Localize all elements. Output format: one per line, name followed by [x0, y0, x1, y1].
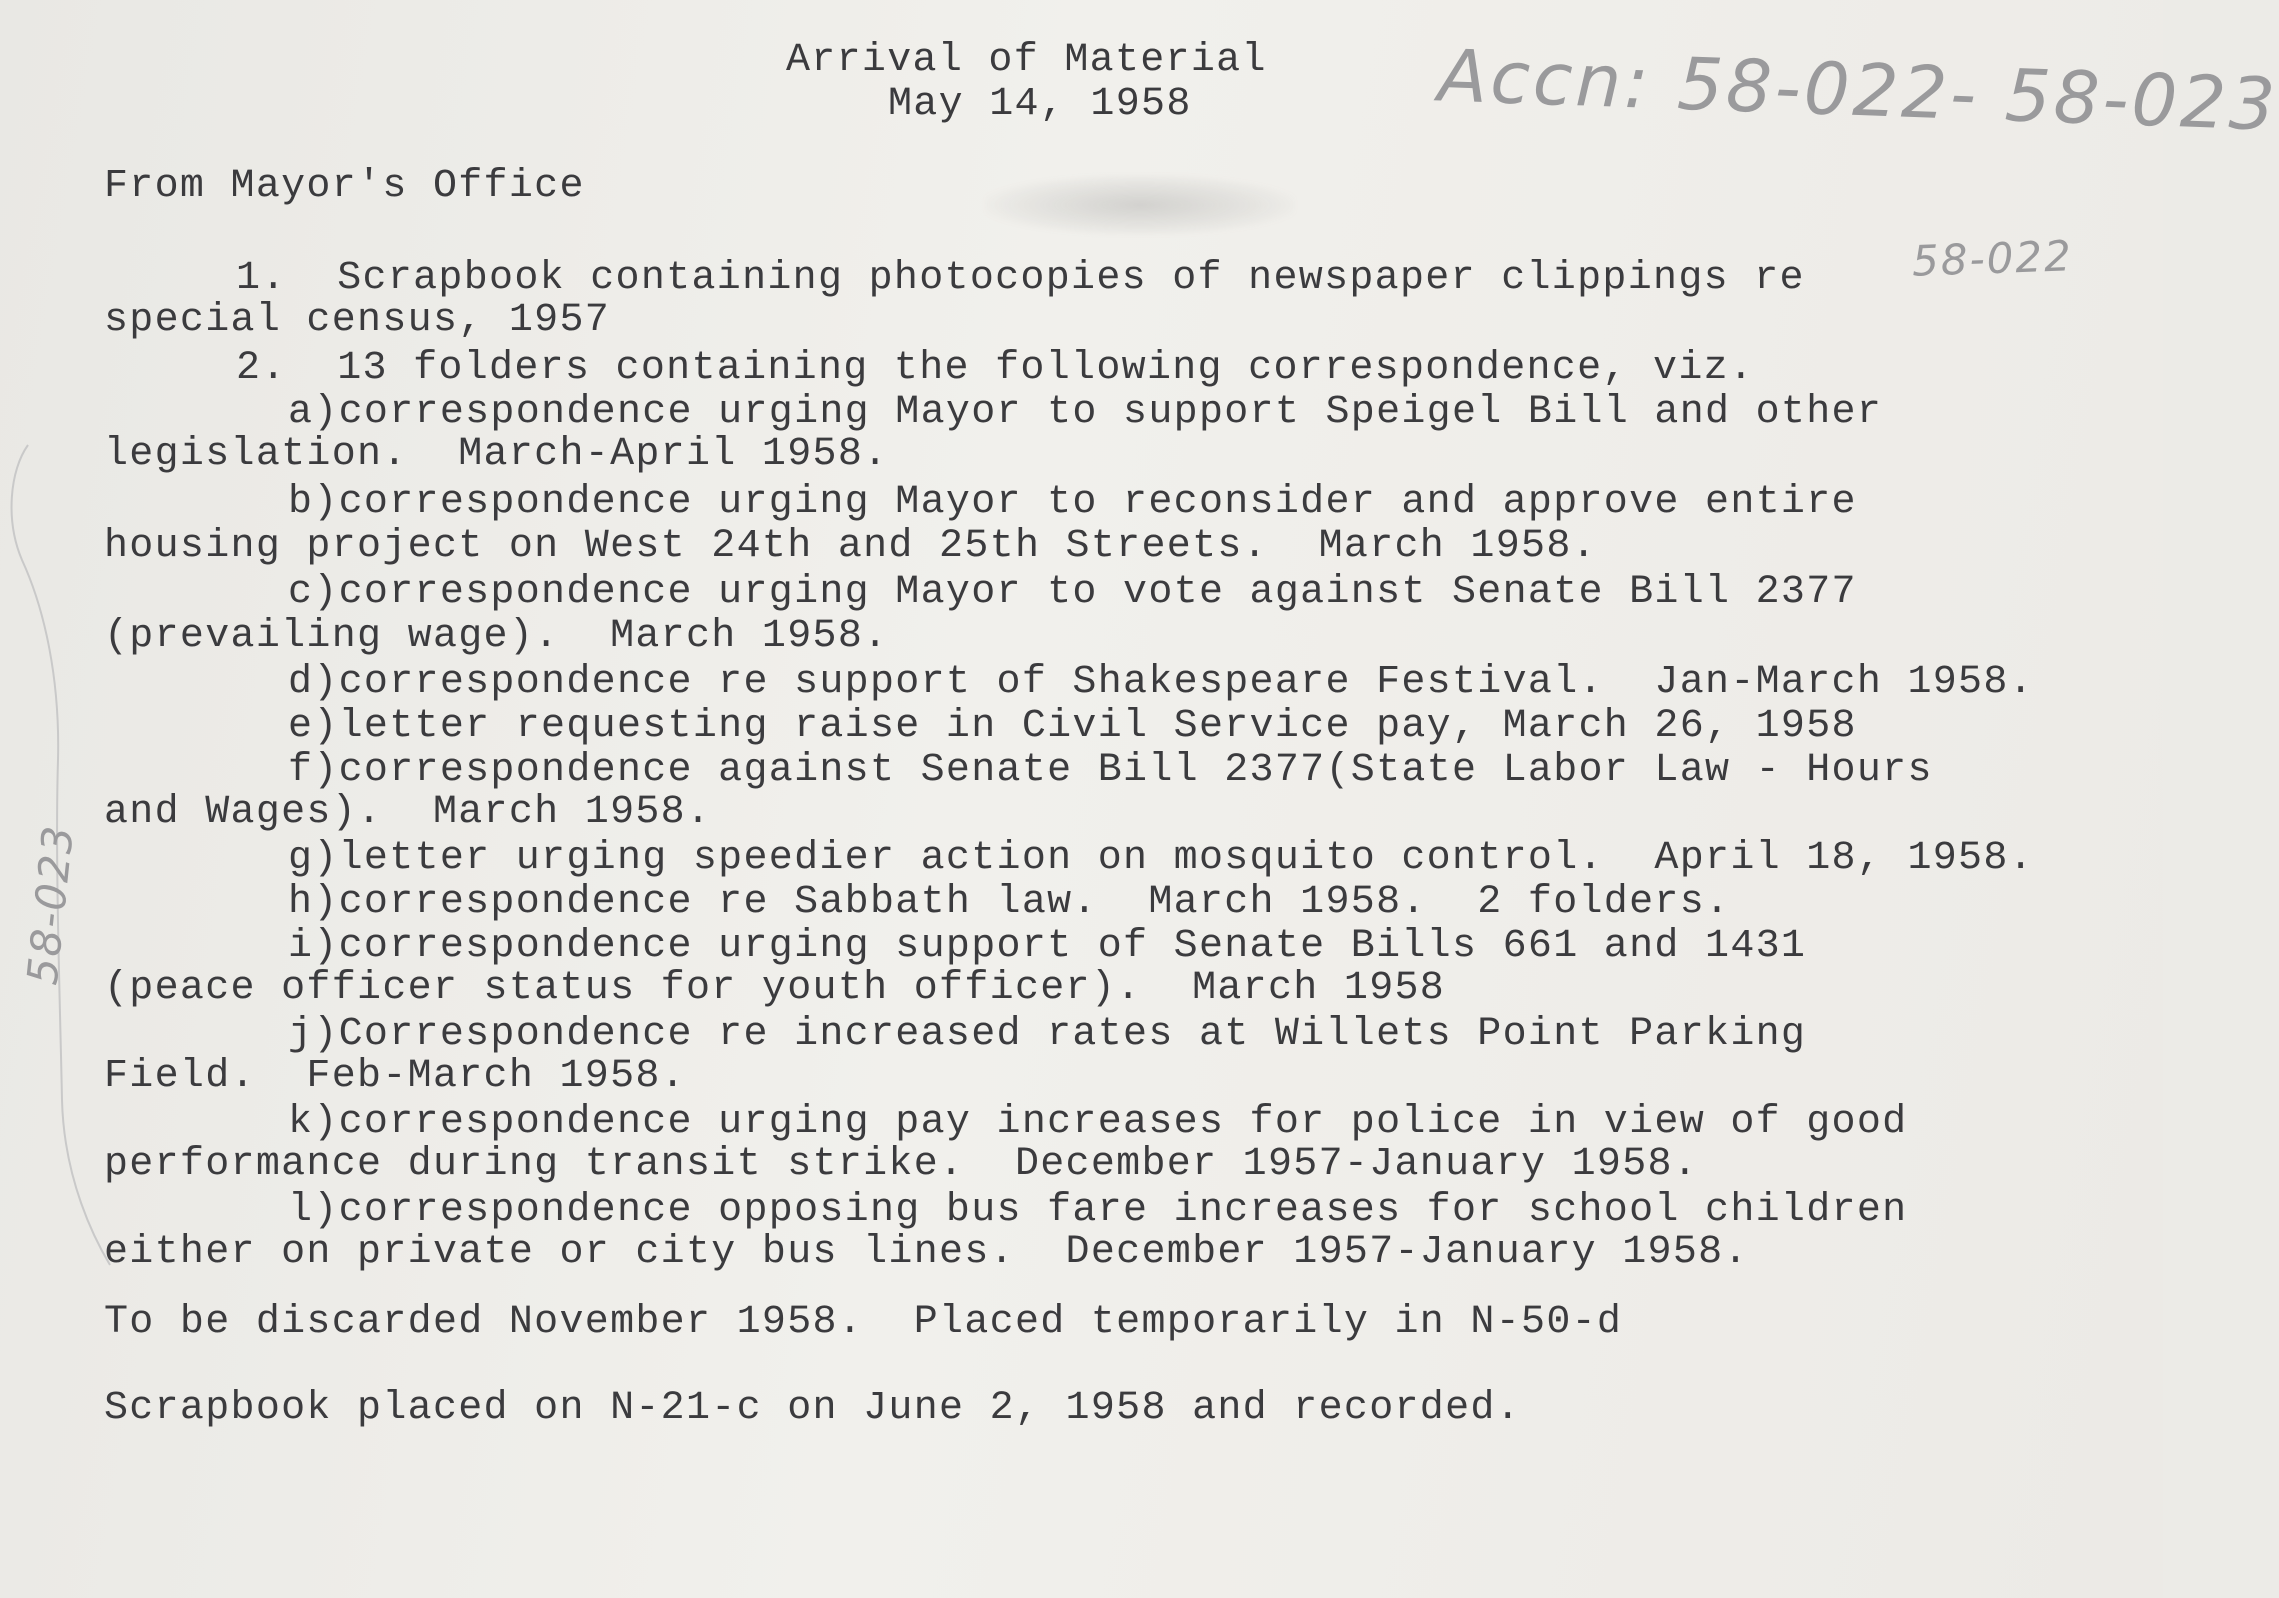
subitem-b-continuation: housing project on West 24th and 25th Streets. March 1958. — [104, 524, 1597, 569]
item-2-line: 2. 13 folders containing the following correspondence, viz. — [236, 346, 1755, 391]
subitem-b: b)correspondence urging Mayor to reconsider and approve entire — [288, 480, 1857, 525]
document-title: Arrival of Material — [786, 38, 1267, 83]
ink-smudge — [985, 175, 1295, 235]
item2-margin-annotation: 58-023 — [17, 821, 84, 988]
subitem-j-continuation: Field. Feb-March 1958. — [104, 1054, 686, 1099]
document-date: May 14, 1958 — [888, 82, 1192, 127]
subitem-k-continuation: performance during transit strike. December 1957-January 1958. — [104, 1142, 1699, 1187]
scrapbook-note: Scrapbook placed on N-21-c on June 2, 1958 and recorded. — [104, 1386, 1522, 1431]
source-line: From Mayor's Office — [104, 164, 585, 209]
subitem-g: g)letter urging speedier action on mosquito control. April 18, 1958. — [288, 836, 2034, 881]
subitem-c: c)correspondence urging Mayor to vote against Senate Bill 2377 — [288, 570, 1857, 615]
subitem-c-continuation: (prevailing wage). March 1958. — [104, 614, 889, 659]
subitem-a: a)correspondence urging Mayor to support Speigel Bill and other — [288, 390, 1883, 435]
discard-note: To be discarded November 1958. Placed temporarily in N-50-d — [104, 1300, 1623, 1345]
subitem-f: f)correspondence against Senate Bill 2377(State Labor Law - Hours — [288, 748, 1933, 793]
subitem-e: e)letter requesting raise in Civil Service pay, March 26, 1958 — [288, 704, 1857, 749]
subitem-l-continuation: either on private or city bus lines. December 1957-January 1958. — [104, 1230, 1749, 1275]
subitem-a-continuation: legislation. March-April 1958. — [104, 432, 889, 477]
accession-annotation: Accn: 58-022- 58-023 — [1436, 33, 2279, 147]
item-1-continuation: special census, 1957 — [104, 298, 611, 343]
subitem-l: l)correspondence opposing bus fare increases for school children — [288, 1188, 1908, 1233]
item1-margin-annotation: 58-022 — [1911, 231, 2074, 286]
subitem-i-continuation: (peace officer status for youth officer). March 1958 — [104, 966, 1446, 1011]
subitem-f-continuation: and Wages). March 1958. — [104, 790, 712, 835]
subitem-h: h)correspondence re Sabbath law. March 1958. 2 folders. — [288, 880, 1731, 925]
subitem-j: j)Correspondence re increased rates at Willets Point Parking — [288, 1012, 1807, 1057]
subitem-d: d)correspondence re support of Shakespeare Festival. Jan-March 1958. — [288, 660, 2034, 705]
item-1-line: 1. Scrapbook containing photocopies of newspaper clippings re — [236, 256, 1805, 301]
subitem-i: i)correspondence urging support of Senate Bills 661 and 1431 — [288, 924, 1807, 969]
subitem-k: k)correspondence urging pay increases for police in view of good — [288, 1100, 1908, 1145]
